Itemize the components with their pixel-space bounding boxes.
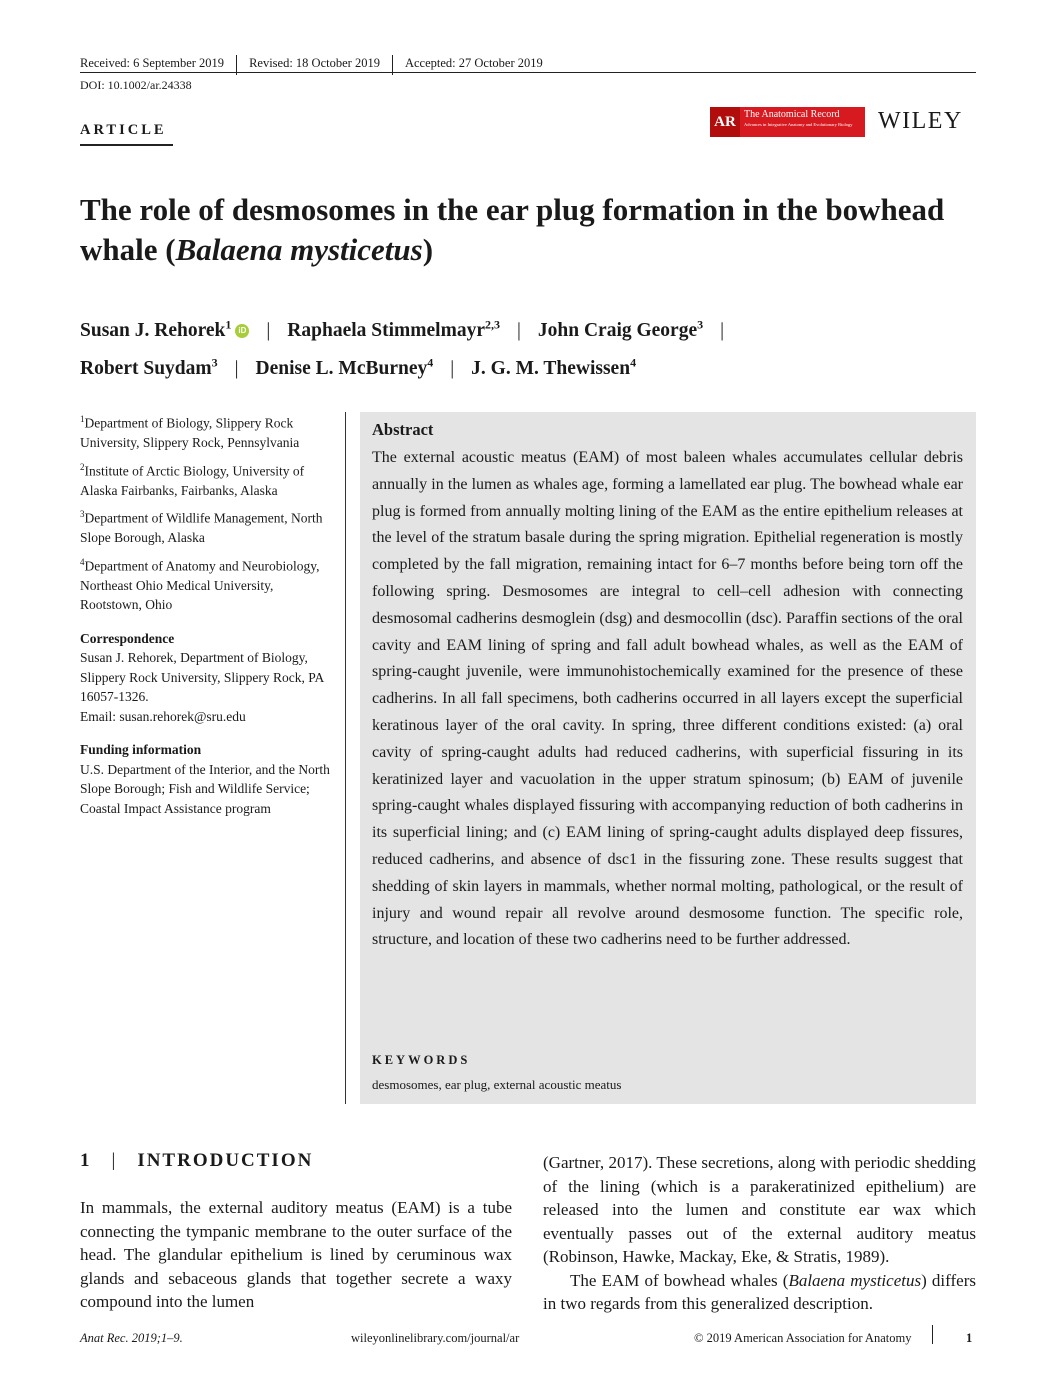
received-date: Received: 6 September 2019	[80, 55, 225, 70]
journal-subtitle: Advances in Integrative Anatomy and Evolutionary Biology	[744, 122, 853, 127]
section-separator: |	[111, 1150, 118, 1171]
author[interactable]: Denise L. McBurney$^4$	[255, 355, 434, 379]
author[interactable]: Robert Suydam$^3$	[80, 355, 218, 379]
author[interactable]: J. G. M. Thewissen$^4$	[471, 355, 637, 379]
publisher-logo[interactable]: WILEY	[878, 108, 963, 134]
author[interactable]: John Craig George$^3$	[537, 317, 704, 341]
intro-left-column: In mammals, the external auditory meatus (EAM) is a tube connecting the tympanic membrane to the outer surface of the head. The glandular epithelium is lined by ceruminous wax glands and sebaceous glands that together secrete a waxy compound into the lumen	[80, 1198, 512, 1311]
affiliation: $^1$Department of Biology, Slippery Rock University, Slippery Rock, Pennsylvania	[80, 414, 300, 450]
affiliation: $^4$Department of Anatomy and Neurobiology, Northeast Ohio Medical University, Rootstown, Ohio	[80, 556, 320, 612]
keywords-heading: KEYWORDS	[372, 1053, 471, 1067]
title-close: )	[422, 232, 434, 267]
funding-heading: Funding information	[80, 742, 202, 757]
author-separator: |	[516, 319, 521, 341]
intro-paragraph: (Gartner, 2017). These secretions, along with periodic shedding of the lining (which is a parakeratinized epithelium) are released into the lumen and constitute ear wax which eventually passes out of the external auditory meatus (Robinson, Hawke, Mackay, Eke, & Stratis, 1989).	[543, 1153, 976, 1266]
journal-logo-mark: AR	[710, 107, 740, 137]
orcid-icon[interactable]: iD	[235, 324, 249, 338]
column-divider	[345, 412, 346, 1104]
intro-paragraph: The EAM of bowhead whales (Balaena mysticetus) differs in two regards from this generalized description.	[543, 1270, 976, 1313]
journal-name: The Anatomical Record	[744, 109, 840, 120]
abstract-text: The external acoustic meatus (EAM) of most baleen whales accumulates cellular debris annually in the lumen as whales age, forming a lamellated ear plug. The bowhead whale ear plug is formed from annually molting lining of the EAM as the entire epithelium releases at the level of the stratum basale during the spring migration. Epithelial regeneration is mostly completed by the fall migration, remaining intact for 6–7 months before being torn off the following spring. Desmosomes are integral to cell–cell adhesion with connecting desmosomal cadherins desmoglein (dsg) and desmocollin (dsc). Paraffin sections of the oral cavity and EAM lining of spring and fall adult bowhead whales, as well as the EAM of spring-caught juvenile, were immunohistochemically examined for the presence of these cadherins. In all fall specimens, both cadherins occurred in all layers except the superficial keratinous layer of the oral cavity. In spring, three different conditions existed: (a) oral cavity of spring-caught adults had reduced cadherins, with superficial fissuring in its keratinized layer and vacuolation in the upper stratum spinosum; (b) EAM of juvenile spring-caught whales displayed fissuring with accompanying reduction of both cadherins in its superficial lining; and (c) EAM lining of spring-caught adults displayed deep fissures, reduced cadherins, and absence of dsc1 in the fissuring zone. These results suggest that shedding of skin layers in mammals, whether normal molting, pathological, or the result of injury and wound repair all revolve around desmosome function. The specific role, structure, and location of these two cadherins need to be further addressed.	[372, 449, 963, 949]
author[interactable]: Susan J. Rehorek$^1$	[80, 317, 232, 341]
section-title: INTRODUCTION	[137, 1150, 314, 1171]
author-separator: |	[450, 358, 455, 379]
article-type-underline	[80, 144, 173, 146]
article-title	[80, 190, 980, 270]
author-list	[80, 308, 980, 385]
footer-divider	[932, 1325, 933, 1344]
revised-date: Revised: 18 October 2019	[249, 55, 380, 70]
keywords-text: desmosomes, ear plug, external acoustic meatus	[372, 1077, 622, 1092]
affiliation: $^3$Department of Wildlife Management, North Slope Borough, Alaska	[80, 509, 323, 545]
correspondence-text: Susan J. Rehorek, Department of Biology, Slippery Rock University, Slippery Rock, PA 16057-1326.	[80, 650, 324, 704]
article-dates	[80, 53, 543, 73]
affiliations-column	[80, 410, 330, 818]
title-species: Balaena mysticetus	[175, 232, 423, 267]
correspondence-email[interactable]: Email: susan.rehorek@sru.edu	[80, 708, 246, 724]
page-number: 1	[966, 1331, 973, 1345]
article-type: ARTICLE	[80, 122, 167, 138]
affiliation: $^2$Institute of Arctic Biology, University of Alaska Fairbanks, Fairbanks, Alaska	[80, 461, 305, 498]
author-separator: |	[234, 358, 239, 379]
section-number: 1	[80, 1150, 92, 1171]
abstract-heading: Abstract	[372, 420, 434, 439]
doi[interactable]: DOI: 10.1002/ar.24338	[80, 78, 192, 92]
footer-copyright: © 2019 American Association for Anatomy	[694, 1331, 912, 1345]
author-separator: |	[720, 319, 725, 341]
intro-right-column	[543, 1151, 976, 1316]
header-rule	[80, 72, 976, 73]
section-heading	[80, 1150, 313, 1172]
title-main: The role of desmosomes in the ear plug formation in the bowhead whale (	[80, 192, 945, 267]
journal-logo[interactable]	[710, 107, 865, 137]
correspondence-heading: Correspondence	[80, 630, 175, 646]
author[interactable]: Raphaela Stimmelmayr$^{2,3}$	[287, 317, 500, 341]
author-separator: |	[266, 319, 271, 341]
footer-citation: Anat Rec. 2019;1–9.	[80, 1331, 183, 1345]
accepted-date: Accepted: 27 October 2019	[404, 55, 543, 70]
funding-text: U.S. Department of the Interior, and the North Slope Borough; Fish and Wildlife Service; Coastal Impact Assistance program	[80, 761, 330, 816]
footer-url[interactable]: wileyonlinelibrary.com/journal/ar	[351, 1331, 520, 1345]
journal-logo-text	[740, 107, 865, 137]
